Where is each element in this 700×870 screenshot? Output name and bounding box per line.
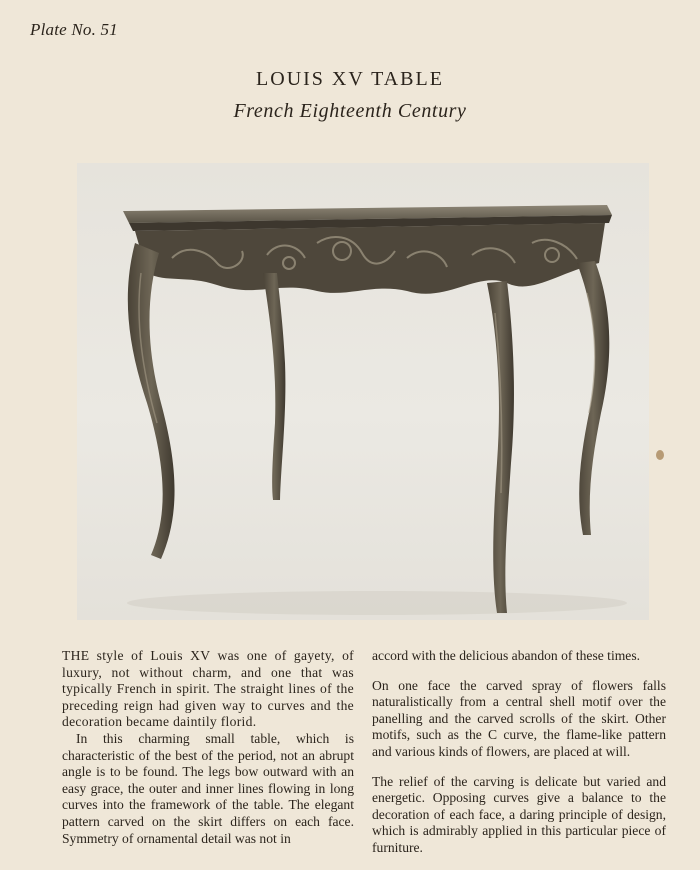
floor-shadow [127, 591, 627, 615]
paragraph: In this charming small table, which is characteristic of the best of the period, not an abrupt angle is to be found. The legs bow outward with an easy grace, the outer and inner lines flowing in long curves into the framework of the table. The elegant pattern carved on the skirt differs on each face. Symmetry of ornamental detail was not in [62, 730, 354, 846]
front-right-leg [487, 281, 514, 613]
plate-number: Plate No. 51 [30, 20, 118, 39]
text-column-left [62, 648, 354, 847]
carved-skirt [135, 223, 605, 294]
paper-stain [656, 450, 664, 460]
table-photograph [77, 163, 649, 620]
back-right-leg [577, 261, 609, 535]
paragraph: THE style of Louis XV was one of gayety, of luxury, not without charm, and one that was typically French in spirit. The straight lines of the preceding reign had given way to curves and the decoration became daintily florid. [62, 648, 354, 730]
paragraph: The relief of the carving is delicate but varied and energetic. Opposing curves give a balance to the decoration of each face, a daring principle of design, which is admirably applied in this particular piece of furniture. [372, 773, 666, 855]
paragraph: On one face the carved spray of flowers falls naturalistically from a central shell motif over the panelling and the carved scrolls of the skirt. Other motifs, such as the C curve, the flame-like pattern and various kinds of flowers, are placed at will. [372, 677, 666, 759]
text-column-right [372, 648, 666, 857]
page-title: LOUIS XV TABLE [256, 68, 444, 90]
table-illustration [77, 163, 649, 620]
paragraph: accord with the delicious abandon of these times. [372, 648, 641, 663]
leg-highlights [139, 273, 595, 493]
back-left-leg [263, 273, 285, 500]
page-subtitle: French Eighteenth Century [233, 100, 467, 122]
